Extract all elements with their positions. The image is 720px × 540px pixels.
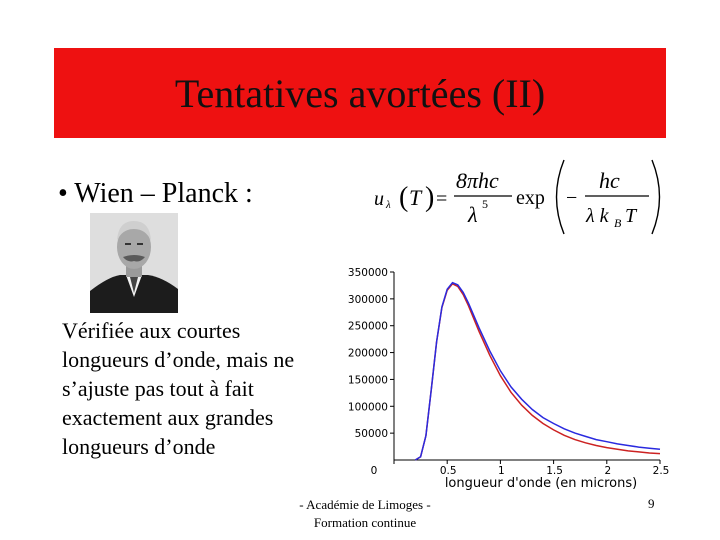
formula-big-close-paren [652,160,660,234]
spectrum-chart [330,262,670,494]
footer-line-2: Formation continue [313,515,417,530]
formula-inner-den-sub: B [614,216,622,230]
y-tick-label: 50000 [354,428,388,441]
formula-minus: − [566,187,578,209]
slide-title: Tentatives avortées (II) [174,70,546,116]
description-line: s’ajuste pas tout à fait [62,376,254,401]
series-line [415,284,660,460]
bullet-text: • Wien – Planck : [58,178,253,209]
formula-den-exp: 5 [482,197,488,211]
y-tick-label: 150000 [347,374,388,387]
formula-T: T [409,185,422,210]
x-tick-label: 1 [498,465,505,477]
x-tick-label: 0 [370,465,378,477]
y-tick-label: 100000 [347,401,388,414]
formula-open-paren: ( [399,182,409,213]
formula-exp: exp [516,187,545,209]
portrait-photo-icon [90,213,178,313]
formula-inner-den: λ k [586,205,609,227]
y-tick-label: 250000 [347,320,388,333]
y-tick-label: 350000 [347,267,388,279]
formula-close-paren: ) [425,182,435,213]
formula-inner-num: hc [599,168,620,193]
x-tick-label: 1.5 [546,465,563,477]
x-axis-title: longueur d'onde (en microns) [444,476,638,491]
x-tick-label: 0.5 [439,465,457,477]
description-line: longueurs d’onde, mais ne [62,347,295,372]
x-tick-label: 2 [604,465,612,477]
description-line: exactement aux grandes [62,405,274,430]
wien-formula [368,158,668,238]
footer-line-1: - Académie de Limoges - [299,497,431,512]
y-tick-label: 300000 [347,293,388,306]
formula-big-open-paren [557,160,565,234]
description-text [62,316,332,461]
formula-numerator: 8πhc [456,168,499,193]
x-tick-label: 2.5 [652,465,670,477]
formula-den-lambda: λ [468,202,478,227]
formula-inner-den-T: T [625,205,637,227]
formula-lambda-sub: λ [386,199,391,211]
description-line: longueurs d’onde [62,434,216,459]
description-line: Vérifiée aux courtes [62,318,241,343]
y-tick-label: 200000 [347,347,388,360]
formula-equals: = [436,188,448,210]
formula-u: u [374,188,384,210]
page-number: 9 [648,496,655,511]
series-line [415,283,660,460]
title-banner [54,48,666,138]
footer [270,496,460,532]
